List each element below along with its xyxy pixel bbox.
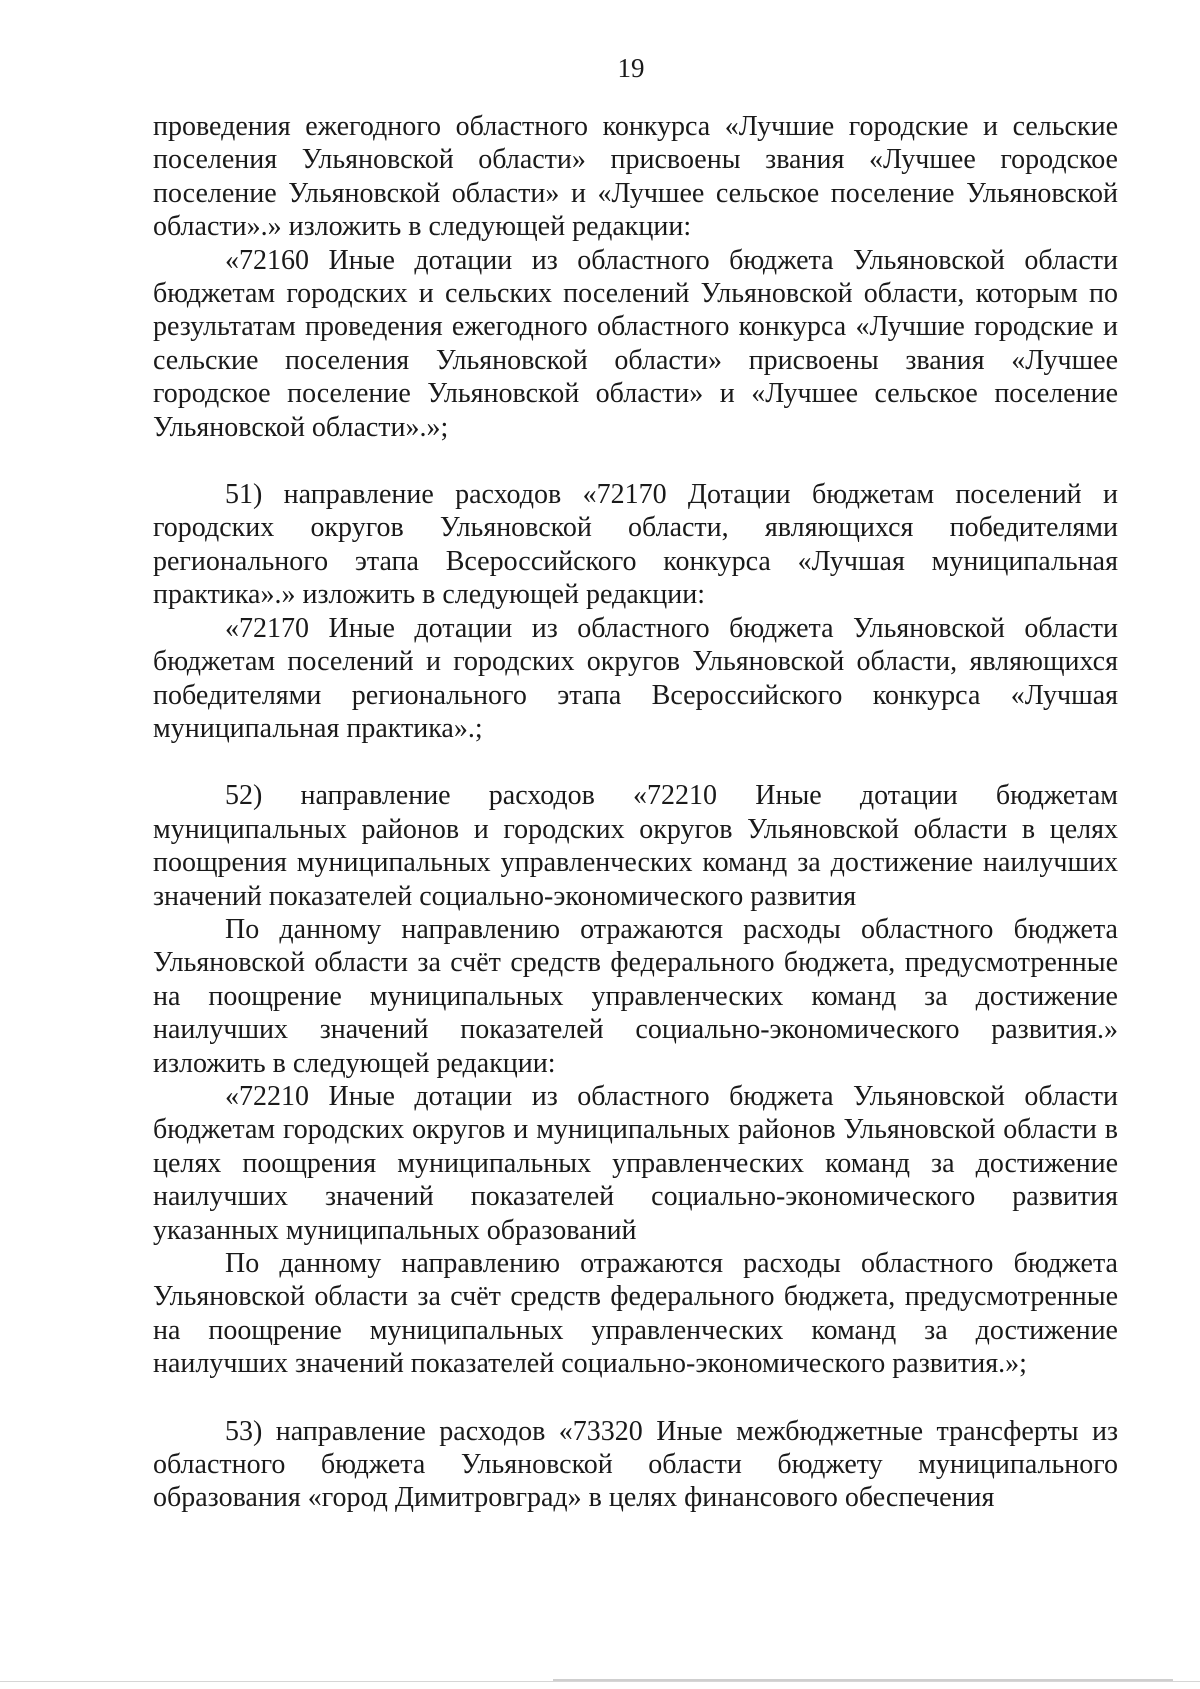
paragraph-item-52: 52) направление расходов «72210 Иные дотации бюджетам муниципальных районов и городских округов Ульяновской области в целях поощрения муниципальных управленческих команд за достижение наилучших значений показателей социально-экономического развития [153, 780, 1118, 912]
paragraph-quote-72160: «72160 Иные дотации из областного бюджета Ульяновской области бюджетам городских и сельских поселений Ульяновской области, которым по результатам проведения ежегодного областного конкурса «Лучшие городские и сельские поселения Ульяновской области» присвоены звания «Лучшее городское поселение Ульяновской области» и «Лучшее сельское поселение Ульяновской области».»; [153, 244, 1118, 443]
scan-artifact [553, 1679, 1173, 1681]
paragraph-item-53: 53) направление расходов «73320 Иные межбюджетные трансферты из областного бюджета Ульяновской области бюджету муниципального образования «город Димитровград» в целях финансового обеспечения [153, 1415, 1118, 1514]
paragraph-quote-72210: «72210 Иные дотации из областного бюджета Ульяновской области бюджетам городских округов и муниципальных районов Ульяновской области в целях поощрения муниципальных управленческих команд за достижение наилучших значений показателей социально-экономического развития указанных муниципальных образований [153, 1080, 1118, 1246]
paragraph-item-52-description: По данному направлению отражаются расходы областного бюджета Ульяновской области за счёт средств федерального бюджета, предусмотренные на поощрение муниципальных управленческих команд за достижение наилучших значений показателей социально-экономического развития.» изложить в следующей редакции: [153, 913, 1118, 1079]
paragraph-continuation: проведения ежегодного областного конкурса «Лучшие городские и сельские поселения Ульяновской области» присвоены звания «Лучшее городское поселение Ульяновской области» и «Лучшее сельское поселение Ульяновской области».» изложить в следующей редакции: [153, 111, 1118, 243]
page-number: 19 [617, 53, 645, 83]
paragraph-quote-72170: «72170 Иные дотации из областного бюджета Ульяновской области бюджетам поселений и городских округов Ульяновской области, являющихся победителями регионального этапа Всероссийского конкурса «Лучшая муниципальная практика».; [153, 612, 1118, 744]
paragraph-quote-72210-description: По данному направлению отражаются расходы областного бюджета Ульяновской области за счёт средств федерального бюджета, предусмотренные на поощрение муниципальных управленческих команд за достижение наилучших значений показателей социально-экономического развития.»; [153, 1248, 1118, 1380]
scan-edge-line [0, 1681, 1200, 1682]
paragraph-item-51: 51) направление расходов «72170 Дотации бюджетам поселений и городских округов Ульяновской области, являющихся победителями регионального этапа Всероссийского конкурса «Лучшая муниципальная практика».» изложить в следующей редакции: [153, 479, 1118, 611]
document-body [153, 110, 1118, 1515]
